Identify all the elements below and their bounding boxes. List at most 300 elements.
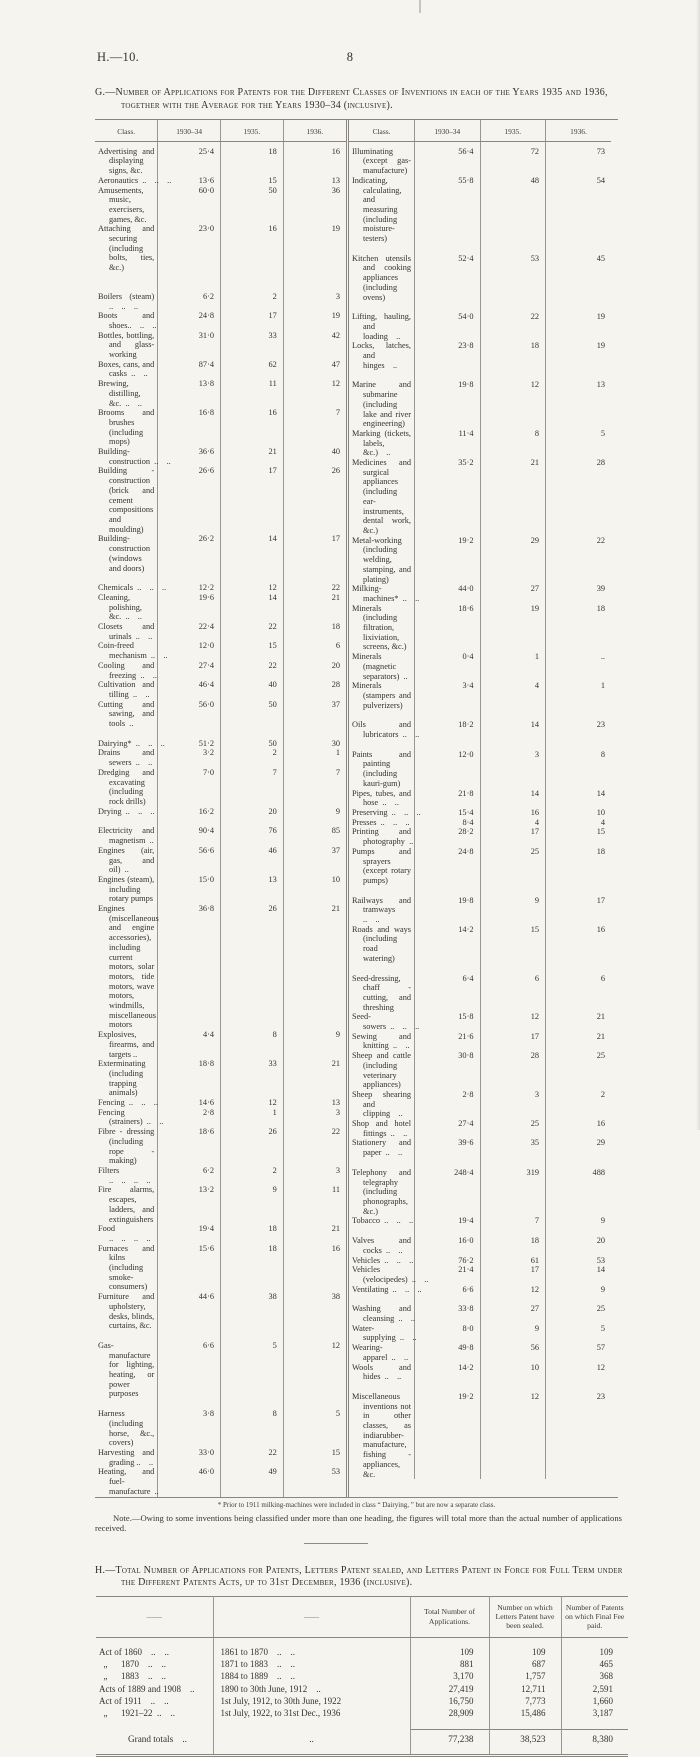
spacer-row [349, 886, 611, 896]
table-row [95, 379, 346, 408]
value-1935: 14 [221, 534, 284, 573]
value-1936: 26 [331, 466, 340, 476]
table-row [349, 584, 611, 603]
table-row [349, 925, 611, 964]
value-1936: 39 [596, 584, 605, 594]
value-1935: 11 [221, 379, 284, 408]
value-1936: 3 [335, 1107, 340, 1117]
value-1930-34: 21·6 [415, 1032, 481, 1051]
class-cell: Minerals (magnetic separators) .. [349, 652, 415, 681]
table-row [349, 1051, 611, 1090]
class-cell: Building-construction .. .. [95, 447, 158, 466]
table-row [95, 846, 346, 875]
table-g-middle-rule [346, 120, 611, 1496]
class-cell: Lifting, hauling, and loading .. [349, 312, 415, 341]
table-row [95, 583, 346, 593]
value-1930-34: 15·0 [158, 875, 221, 904]
value-1930-34: 16·8 [158, 408, 221, 447]
value-1930-34: 24·8 [415, 847, 481, 886]
table-g-left-half [95, 120, 346, 1496]
value-1930-34: 14·2 [415, 925, 481, 964]
table-row [95, 1467, 346, 1496]
class-cell: Fencing (strainers) .. .. [95, 1108, 158, 1127]
value-1935: 2 [221, 292, 284, 311]
period-cell: 1890 to 30th June, 1912 .. [213, 1683, 410, 1695]
value-1935: 56 [480, 1343, 546, 1362]
value-1936: 37 [331, 845, 340, 855]
spacer-row [96, 1749, 628, 1755]
value-1936: 21 [331, 904, 340, 914]
value-1936: 19 [331, 311, 340, 321]
class-cell: Attaching and securing (including bolts, ties, &c.) [95, 224, 158, 273]
table-row [95, 311, 346, 330]
value-1936: 19 [596, 341, 605, 351]
column-header-1930-34: 1930–34 [158, 120, 221, 142]
value-1936: 18 [596, 603, 605, 613]
table-row [349, 1236, 611, 1255]
act-cell: „ 1883 .. .. [96, 1670, 213, 1682]
value-1930-34: 55·8 [415, 176, 481, 244]
period-cell: 1861 to 1870 .. .. [213, 1646, 410, 1658]
value-1935: 26 [221, 904, 284, 1030]
value-1936: 73 [596, 146, 605, 156]
table-row [95, 360, 346, 379]
class-cell: Coin-freed mechanism .. .. [95, 641, 158, 660]
value-1930-34: 16·2 [158, 807, 221, 817]
value-1936: 6 [600, 973, 605, 983]
table-row [349, 896, 611, 925]
class-cell: Metal-working (including welding, stamping, and plating) [349, 536, 415, 585]
class-cell: Wools and hides .. .. [349, 1363, 415, 1382]
value-1936: 23 [596, 720, 605, 730]
value-1930-34: 56·6 [158, 846, 221, 875]
table-row [349, 176, 611, 244]
table-row [95, 826, 346, 845]
class-cell: Engines (miscellaneous and engine accessories), including current motors, solar motors, tide motors, wave motors, windmills, miscellaneous motors [95, 904, 158, 1030]
value-1935: 16 [480, 808, 546, 818]
table-row [349, 1119, 611, 1138]
value-1930-34: 22·4 [158, 622, 221, 641]
table-row [349, 1168, 611, 1217]
table-row [95, 176, 346, 186]
value-1936: 10 [331, 874, 340, 884]
class-cell: Washing and cleansing .. .. [349, 1304, 415, 1323]
value-1935: 53 [480, 254, 546, 303]
table-row [95, 875, 346, 904]
class-cell: Minerals (stampers and pulverizers) [349, 681, 415, 710]
table-row [349, 789, 611, 808]
spacer-row [96, 1637, 628, 1646]
grand-total-final-fee: 8,380 [561, 1729, 628, 1749]
class-cell: Miscellaneous inventions not in other classes, as indiarubber-manufacture, fishing - appliances, &c. [349, 1392, 415, 1479]
value-1930-34: 30·8 [415, 1051, 481, 1090]
class-cell: Printing and photography .. [349, 827, 415, 846]
table-row [95, 1224, 346, 1243]
value-1930-34: 51·2 [158, 739, 221, 749]
value-1936: 11 [332, 1185, 340, 1195]
value-1936: 14 [596, 1265, 605, 1275]
value-1935: 16 [221, 408, 284, 447]
value-1936: 21 [331, 1224, 340, 1234]
final-fee-cell: 2,591 [592, 1683, 613, 1694]
class-cell: Harvesting and grading .. .. [95, 1448, 158, 1467]
table-row [349, 750, 611, 789]
table-row [349, 818, 611, 828]
value-1935: 33 [221, 331, 284, 360]
value-1935: 18 [480, 1236, 546, 1255]
scan-artifact [419, 0, 421, 13]
value-1930-34: 18·6 [158, 1127, 221, 1166]
grand-totals-label: Grand totals .. [96, 1729, 213, 1749]
value-1930-34: 8·0 [415, 1324, 481, 1343]
class-cell: Food .. .. .. .. [95, 1224, 158, 1243]
table-row [95, 748, 346, 767]
table-row [349, 827, 611, 846]
table-row [95, 593, 346, 622]
table-row [349, 536, 611, 585]
value-1930-34: 26·6 [158, 466, 221, 534]
value-1930-34: 13·6 [158, 176, 221, 186]
sealed-cell: 15,486 [489, 1707, 561, 1719]
class-cell: Drying .. .. .. [95, 807, 158, 817]
value-1935: 4 [480, 818, 546, 828]
spacer-row [96, 1719, 628, 1729]
class-cell: Exterminating (including trapping animals) [95, 1059, 158, 1098]
table-row [349, 1265, 611, 1284]
spacer-row [95, 273, 346, 292]
class-cell: Preserving .. .. .. [349, 808, 415, 818]
value-1935: 14 [480, 789, 546, 808]
value-1930-34: 44·6 [158, 1292, 221, 1331]
value-1930-34: 19·4 [415, 1216, 481, 1226]
period-cell: 1st July, 1922, to 31st Dec., 1936 [213, 1707, 410, 1719]
table-row [349, 1285, 611, 1295]
value-1935: 9 [480, 896, 546, 925]
value-1930-34: 2·8 [158, 1108, 221, 1127]
class-cell: Ventilating .. .. .. [349, 1285, 415, 1295]
value-1930-34: 33·0 [158, 1448, 221, 1467]
value-1936: 12 [596, 1362, 605, 1372]
value-1936: 13 [331, 1098, 340, 1108]
class-cell: Dairying* .. .. .. [95, 739, 158, 749]
class-cell: Seed-sowers .. .. .. [349, 1012, 415, 1031]
value-1930-34: 25·4 [158, 147, 221, 176]
table-row [95, 680, 346, 699]
class-cell: Illuminating (except gas-manufacture) [349, 147, 415, 176]
value-1930-34: 8·4 [415, 818, 481, 828]
value-1936: 8 [600, 749, 605, 759]
value-1935: 38 [221, 1292, 284, 1331]
value-1935: 35 [480, 1138, 546, 1157]
value-1936: 15 [331, 1447, 340, 1457]
value-1930-34: 76·2 [415, 1256, 481, 1266]
page-header [95, 50, 636, 66]
value-1930-34: 23·0 [158, 224, 221, 273]
value-1930-34: 12·0 [158, 641, 221, 660]
table-row [349, 847, 611, 886]
table-row [95, 1030, 346, 1059]
value-1936: 36 [331, 185, 340, 195]
value-1930-34: 12·2 [158, 583, 221, 593]
value-1936: 9 [335, 806, 340, 816]
class-cell: Indicating, calculating, and measuring (including moisture-testers) [349, 176, 415, 244]
value-1935: 25 [480, 847, 546, 886]
spacer-row [349, 302, 611, 312]
table-row [95, 1448, 346, 1467]
final-fee-cell: 1,660 [592, 1695, 613, 1706]
class-cell: Fire alarms, escapes, ladders, and extinguishers [95, 1185, 158, 1224]
value-1930-34: 44·0 [415, 584, 481, 603]
value-1935: 15 [480, 925, 546, 964]
value-1930-34: 39·6 [415, 1138, 481, 1157]
class-cell: Pumps and sprayers (except rotary pumps) [349, 847, 415, 886]
table-row [95, 1292, 346, 1331]
value-1935: 18 [221, 1224, 284, 1243]
value-1930-34: 28·2 [415, 827, 481, 846]
value-1930-34: 27·4 [415, 1119, 481, 1138]
value-1936: 18 [596, 846, 605, 856]
spacer-row [95, 729, 346, 739]
class-cell: Minerals (including filtration, lixiviation, screens, &c.) [349, 604, 415, 653]
value-1936: 16 [331, 1243, 340, 1253]
table-row [349, 604, 611, 653]
total-applications-cell: 3,170 [410, 1670, 489, 1682]
class-cell: Furnaces and kilns (including smoke-consumers) [95, 1244, 158, 1293]
class-cell: Harness (including horse, &c., covers) [95, 1409, 158, 1448]
table-row [95, 1098, 346, 1108]
class-cell: Presses .. .. .. [349, 818, 415, 828]
table-row [96, 1707, 628, 1719]
class-cell: Milking-machines* .. .. [349, 584, 415, 603]
table-row [95, 186, 346, 225]
table-g-right-half [349, 120, 611, 1479]
value-1936: 3 [335, 291, 340, 301]
sealed-cell: 1,757 [489, 1670, 561, 1682]
total-applications-cell: 27,419 [410, 1683, 489, 1695]
value-1930-34: 12·0 [415, 750, 481, 789]
table-row [96, 1658, 628, 1670]
column-header-1936: 1936. [546, 120, 612, 142]
column-header-1936: 1936. [283, 120, 346, 142]
class-cell: Wearing-apparel .. .. [349, 1343, 415, 1362]
table-row [95, 1166, 346, 1185]
value-1935: 18 [221, 1244, 284, 1293]
table-row [349, 1138, 611, 1157]
value-1935: 17 [480, 1032, 546, 1051]
value-1936: 12 [331, 1340, 340, 1350]
total-applications-cell: 109 [410, 1646, 489, 1658]
class-cell: Cleaning, polishing, &c. .. .. [95, 593, 158, 622]
class-cell: Medicines and surgical appliances (including ear-instruments, dental work, &c.) [349, 458, 415, 536]
act-cell: „ 1921–22 .. .. [96, 1707, 213, 1719]
class-cell: Gas-manufacture for lighting, heating, or power purposes [95, 1341, 158, 1399]
value-1935: 20 [221, 807, 284, 817]
class-cell: Boilers (steam) .. .. .. [95, 292, 158, 311]
value-1936: 23 [596, 1391, 605, 1401]
value-1936: 45 [596, 253, 605, 263]
total-applications-cell: 881 [410, 1658, 489, 1670]
value-1935: 8 [221, 1030, 284, 1059]
value-1935: 12 [480, 1392, 546, 1479]
value-1935: 3 [480, 750, 546, 789]
table-row [96, 1670, 628, 1682]
class-cell: Fibre - dressing (including rope - making) [95, 1127, 158, 1166]
table-row [349, 1090, 611, 1119]
class-cell: Amusements, music, exercisers, games, &c. [95, 186, 158, 225]
value-1930-34: 56·4 [415, 147, 481, 176]
final-fee-cell: 3,187 [592, 1708, 613, 1719]
class-cell: Water-supplying .. .. [349, 1324, 415, 1343]
value-1930-34: 46·4 [158, 680, 221, 699]
table-row [349, 429, 611, 458]
value-1935: 33 [221, 1059, 284, 1098]
class-cell: Advertising and displaying signs, &c. [95, 147, 158, 176]
value-1936: 37 [331, 699, 340, 709]
value-1935: 12 [480, 380, 546, 429]
value-1935: 17 [221, 466, 284, 534]
table-row [95, 147, 346, 176]
class-cell: Shop and hotel fittings .. .. [349, 1119, 415, 1138]
value-1935: 46 [221, 846, 284, 875]
spacer-row [349, 1226, 611, 1236]
table-row [349, 341, 611, 370]
spacer-row [349, 244, 611, 254]
value-1936: 12 [331, 379, 340, 389]
table-g-note: Note.—Owing to some inventions being classified under more than one heading, the figures will total more than the actual number of applications received. [95, 1512, 622, 1533]
value-1930-34: 52·4 [415, 254, 481, 303]
value-1935: 12 [221, 1098, 284, 1108]
table-row [95, 904, 346, 1030]
value-1936: 2 [600, 1089, 605, 1099]
value-1930-34: 6·4 [415, 974, 481, 1013]
value-1930-34: 54·0 [415, 312, 481, 341]
value-1936: 1 [335, 748, 340, 758]
value-1930-34: 6·2 [158, 292, 221, 311]
class-cell: Roads and ways (including road watering) [349, 925, 415, 964]
value-1935: 16 [221, 224, 284, 273]
class-cell: Building - construction (brick and cement compositions and moulding) [95, 466, 158, 534]
value-1936: 21 [596, 1012, 605, 1022]
value-1930-34: 3·2 [158, 748, 221, 767]
spacer-row [349, 1294, 611, 1304]
value-1935: 29 [480, 536, 546, 585]
value-1935: 5 [221, 1341, 284, 1399]
value-1935: 21 [480, 458, 546, 536]
table-row [95, 1059, 346, 1098]
value-1936: 25 [596, 1304, 605, 1314]
table-row [95, 447, 346, 466]
value-1936: 3 [335, 1166, 340, 1175]
class-cell: Chemicals .. .. .. [95, 583, 158, 593]
final-fee-cell: 465 [599, 1659, 613, 1670]
value-1935: 25 [480, 1119, 546, 1138]
value-1930-34: 49·8 [415, 1343, 481, 1362]
value-1935: 12 [480, 1285, 546, 1295]
table-row [349, 974, 611, 1013]
spacer-row [95, 816, 346, 826]
value-1930-34: 6·2 [158, 1166, 221, 1185]
value-1930-34: 23·8 [415, 341, 481, 370]
value-1930-34: 13·2 [158, 1185, 221, 1224]
table-row [95, 700, 346, 729]
value-1936: 38 [331, 1292, 340, 1302]
spacer-row [349, 1158, 611, 1168]
value-1935: 4 [480, 681, 546, 710]
class-cell: Building-construction (windows and doors) [95, 534, 158, 573]
class-cell: Valves and cocks .. .. [349, 1236, 415, 1255]
table-row [95, 622, 346, 641]
value-1936: 488 [592, 1167, 605, 1177]
table-row [96, 1695, 628, 1707]
table-row [95, 1127, 346, 1166]
table-row [95, 331, 346, 360]
value-1935: 8 [221, 1409, 284, 1448]
value-1936: 19 [331, 224, 340, 234]
value-1930-34: 36·6 [158, 447, 221, 466]
value-1935: 22 [221, 622, 284, 641]
section-divider [304, 1543, 368, 1544]
table-row [349, 458, 611, 536]
table-g-title: G.—Number of Applications for Patents for the Different Classes of Inventions in each of the Years 1935 and 1936, together with the Average for the Years 1930–34 (inclusive). [95, 87, 608, 111]
sealed-cell: 109 [489, 1646, 561, 1658]
value-1930-34: 16·0 [415, 1236, 481, 1255]
column-header-class: Class. [349, 120, 415, 142]
table-row [349, 380, 611, 429]
value-1936: 53 [596, 1255, 605, 1265]
value-1935: 62 [221, 360, 284, 379]
table-row [349, 1256, 611, 1266]
table-row [95, 292, 346, 311]
table-row [349, 1012, 611, 1031]
table-row [349, 312, 611, 341]
table-g [95, 119, 618, 1497]
value-1935: 50 [221, 739, 284, 749]
value-1935: 6 [480, 974, 546, 1013]
act-cell: Act of 1911 .. .. [96, 1695, 213, 1707]
period-cell: 1st July, 1912, to 30th June, 1922 [213, 1695, 410, 1707]
class-cell: Aeronautics .. .. .. [95, 176, 158, 186]
period-cell: 1871 to 1883 .. .. [213, 1658, 410, 1670]
class-cell: Vehicles .. .. .. [349, 1256, 415, 1266]
value-1935: 319 [480, 1168, 546, 1217]
value-1936: 13 [596, 380, 605, 390]
value-1936: 22 [331, 1127, 340, 1137]
value-1935: 22 [221, 661, 284, 680]
value-1930-34: 19·8 [415, 380, 481, 429]
value-1935: 10 [480, 1363, 546, 1382]
class-cell: Vehicles (velocipedes) .. .. [349, 1265, 415, 1284]
column-header-period: —— [213, 1596, 410, 1637]
value-1930-34: 18·8 [158, 1059, 221, 1098]
value-1936: 13 [331, 175, 340, 185]
class-cell: Sewing and knitting .. .. [349, 1032, 415, 1051]
class-cell: Brewing, distilling, &c. .. .. [95, 379, 158, 408]
value-1936: 28 [596, 458, 605, 468]
column-header-1930-34: 1930–34 [415, 120, 481, 142]
class-cell: Electricity and magnetism .. [95, 826, 158, 845]
value-1935: 19 [480, 604, 546, 653]
value-1936: 5 [335, 1409, 340, 1419]
table-row [349, 808, 611, 818]
column-header-1935: 1935. [221, 120, 284, 142]
class-cell: Kitchen utensils and cooking appliances (including ovens) [349, 254, 415, 303]
value-1936: 25 [596, 1051, 605, 1061]
value-1930-34: 15·4 [415, 808, 481, 818]
class-cell: Brooms and brushes (including mops) [95, 408, 158, 447]
value-1935: 27 [480, 584, 546, 603]
class-cell: Engines (air, gas, and oil) .. [95, 846, 158, 875]
value-1936: 16 [596, 1119, 605, 1129]
